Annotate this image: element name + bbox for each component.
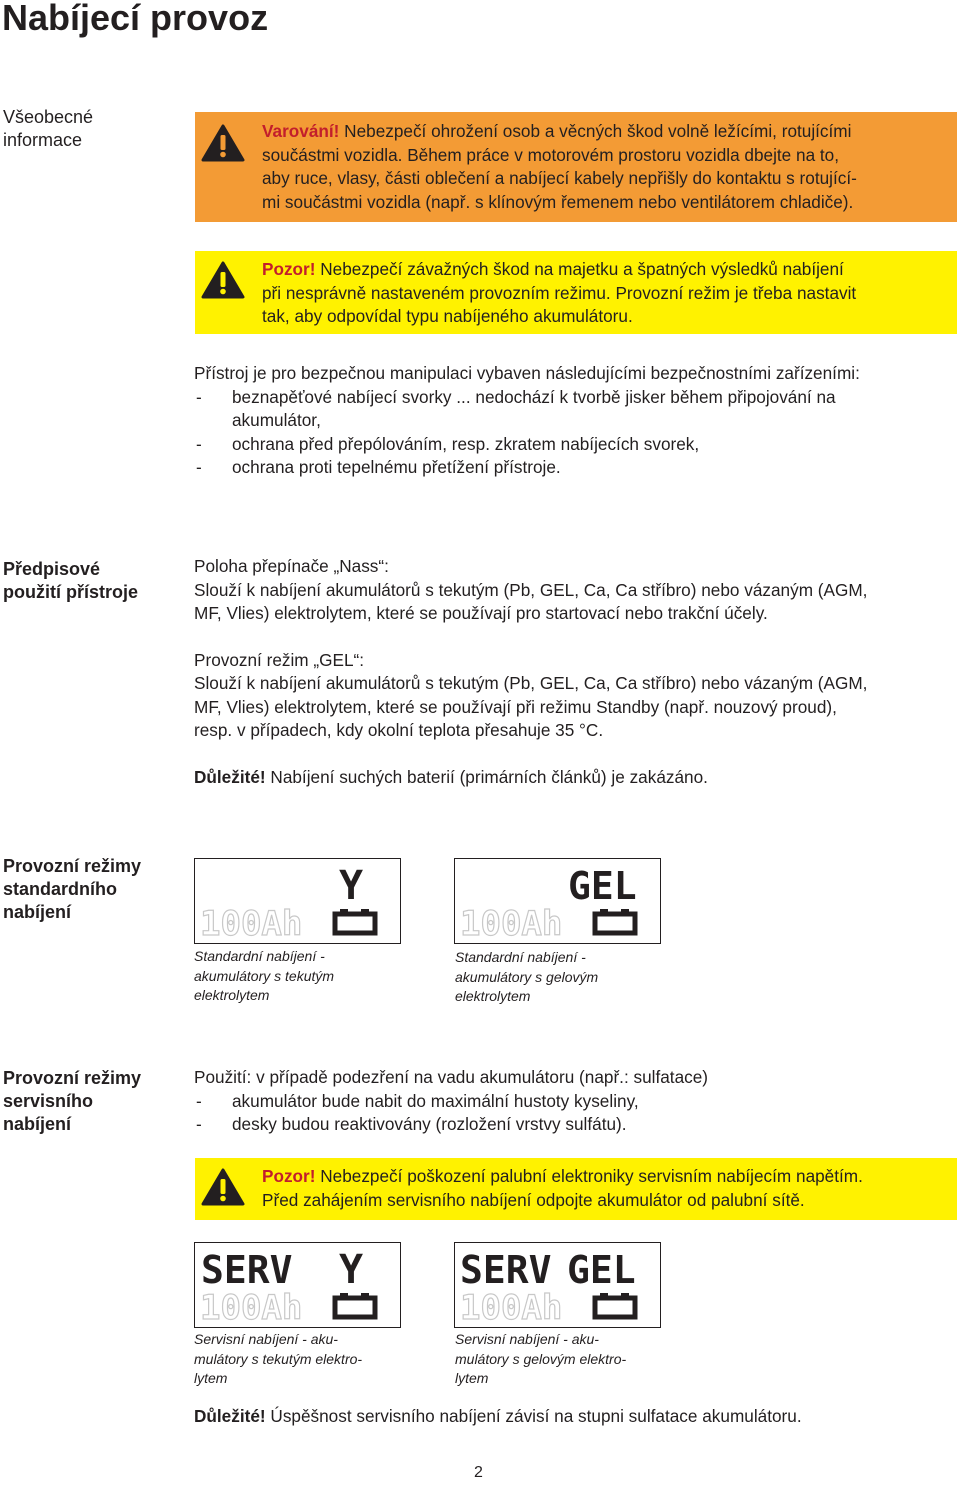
lcd-caption bbox=[194, 1330, 362, 1389]
caption-line: Servisní nabíjení - aku- bbox=[194, 1331, 338, 1347]
lcd-capacity-text: 100Ah bbox=[460, 1288, 563, 1327]
battery-icon bbox=[335, 909, 375, 933]
service-use-title: Použití: v případě podezření na vadu akumulátoru (např.: sulfatace) bbox=[194, 1067, 709, 1087]
caption-line: Standardní nabíjení - bbox=[455, 949, 586, 965]
section-label-service-modes bbox=[3, 1067, 141, 1136]
important-bold: Důležité! bbox=[194, 766, 266, 787]
lcd-mode-text: Y bbox=[339, 1247, 364, 1293]
lcd-caption bbox=[455, 948, 598, 1007]
caption-line: Servisní nabíjení - aku- bbox=[455, 1331, 599, 1347]
warning-text bbox=[262, 120, 952, 214]
important-text: Úspěšnost servisního nabíjení závisí na stupni sulfatace akumulátoru. bbox=[265, 1406, 802, 1426]
lcd-capacity-text: 100Ah bbox=[460, 904, 563, 943]
lcd-display-standard-liquid bbox=[194, 858, 401, 944]
section-label-intended-use bbox=[3, 558, 138, 604]
lcd-display-standard-gel bbox=[454, 858, 661, 944]
lcd-display-service-gel bbox=[454, 1242, 661, 1328]
list-item-line: - desky budou reaktivovány (rozložení vrstvy sulfátu). bbox=[232, 1114, 627, 1134]
safety-intro: Přístroj je pro bezpečnou manipulaci vybaven následujícími bezpečnostními zařízeními: bbox=[194, 363, 860, 383]
caption-line: mulátory s gelovým elektro- bbox=[455, 1350, 627, 1367]
gel-title: Provozní režim „GEL“: bbox=[194, 649, 365, 670]
gel-line: Slouží k nabíjení akumulátorů s tekutým (Pb, GEL, Ca, Ca stříbro) nebo vázaným (AGM, bbox=[194, 673, 868, 693]
caution-bold: Pozor! bbox=[262, 259, 316, 279]
lcd-capacity-text: 100Ah bbox=[200, 1288, 303, 1327]
list-item bbox=[194, 386, 959, 433]
safety-devices bbox=[194, 362, 959, 480]
list-item bbox=[194, 456, 959, 480]
service-use-text bbox=[194, 1066, 959, 1137]
nass-title: Poloha přepínače „Nass“: bbox=[194, 556, 389, 576]
section-label-general bbox=[3, 106, 93, 152]
caution-line: při nesprávně nastaveném provozním režimu. Provozní režim je třeba nastavit bbox=[262, 282, 857, 303]
safety-list bbox=[194, 386, 959, 480]
lcd-mode-text: GEL bbox=[567, 1248, 636, 1292]
warning-triangle-icon bbox=[201, 261, 245, 299]
caption-line: Standardní nabíjení - bbox=[194, 948, 325, 964]
battery-icon bbox=[335, 1293, 375, 1317]
nass-line: Slouží k nabíjení akumulátorů s tekutým (Pb, GEL, Ca, Ca stříbro) nebo vázaným (AGM, bbox=[194, 579, 868, 600]
caution-line: tak, aby odpovídal typu nabíjeného akumulátoru. bbox=[262, 306, 633, 326]
list-item-line: - beznapěťové nabíjecí svorky ... nedochází k tvorbě jisker během připojování na bbox=[232, 386, 836, 407]
warning-box bbox=[195, 112, 957, 222]
caption-line: elektrolytem bbox=[194, 987, 270, 1003]
warning-triangle-icon bbox=[201, 1168, 245, 1206]
lcd-display-service-liquid bbox=[194, 1242, 401, 1328]
list-item bbox=[194, 1090, 959, 1114]
section-label-line: nabíjení bbox=[3, 902, 72, 922]
list-item bbox=[194, 1113, 959, 1137]
warning-bold: Varování! bbox=[262, 121, 340, 141]
caption-line: akumulátory s tekutým bbox=[194, 967, 335, 984]
warning-line: aby ruce, vlasy, části oblečení a nabíjecí kabely nepřišly do kontaktu s rotující- bbox=[262, 168, 857, 188]
lcd-graphic bbox=[455, 859, 660, 943]
lcd-graphic bbox=[455, 1243, 660, 1327]
section-label-line: standardního bbox=[3, 879, 118, 899]
caution-bold: Pozor! bbox=[262, 1166, 316, 1186]
warning-line: mi součástmi vozidla (např. s klínovým řemenem nebo ventilátorem chladiče). bbox=[262, 191, 854, 212]
warning-line: součástmi vozidla. Během práce v motorovém prostoru vozidla dbejte na to, bbox=[262, 144, 840, 165]
lcd-serv-text: SERV bbox=[460, 1248, 552, 1292]
list-item-line: - ochrana proti tepelnému přetížení přístroje. bbox=[232, 457, 561, 477]
gel-line: resp. v případech, kdy okolní teplota přesahuje 35 °C. bbox=[194, 720, 604, 740]
caution-line: Nebezpečí závažných škod na majetku a špatných výsledků nabíjení bbox=[315, 259, 844, 279]
section-label-line: Předpisové bbox=[3, 559, 101, 579]
caution-line: Nebezpečí poškození palubní elektroniky servisním nabíjecím napětím. bbox=[315, 1166, 863, 1186]
important-text: Nabíjení suchých baterií (primárních článků) je zakázáno. bbox=[265, 766, 708, 787]
section-label-line: Všeobecné bbox=[3, 107, 94, 127]
intended-use-text bbox=[194, 555, 959, 789]
nass-line: MF, Vlies) elektrolytem, které se používají pro startovací nebo trakční účely. bbox=[194, 603, 768, 623]
section-label-line: Provozní režimy bbox=[3, 1068, 142, 1088]
important-note bbox=[194, 766, 959, 790]
warning-triangle-icon bbox=[201, 124, 245, 162]
battery-icon bbox=[595, 909, 635, 933]
caution-box bbox=[195, 251, 957, 334]
service-important-note bbox=[194, 1405, 959, 1429]
lcd-mode-text: GEL bbox=[568, 864, 637, 908]
lcd-serv-text: SERV bbox=[201, 1248, 293, 1292]
lcd-caption bbox=[455, 1330, 626, 1389]
caption-line: elektrolytem bbox=[455, 988, 531, 1004]
list-item bbox=[194, 433, 959, 457]
section-label-line: použití přístroje bbox=[3, 582, 138, 602]
list-item-line: - ochrana před přepólováním, resp. zkratem nabíjecích svorek, bbox=[232, 433, 700, 454]
caution-box-service bbox=[195, 1158, 957, 1220]
section-label-line: servisního bbox=[3, 1091, 94, 1111]
lcd-graphic bbox=[195, 859, 400, 943]
page-title: Nabíjecí provoz bbox=[2, 0, 269, 38]
section-label-line: Provozní režimy bbox=[3, 856, 142, 876]
caution-line: Před zahájením servisního nabíjení odpojte akumulátor od palubní sítě. bbox=[262, 1189, 805, 1210]
lcd-capacity-text: 100Ah bbox=[200, 904, 303, 943]
lcd-graphic bbox=[195, 1243, 400, 1327]
caution-text bbox=[262, 1165, 952, 1212]
battery-icon bbox=[595, 1293, 635, 1317]
caption-line: akumulátory s gelovým bbox=[455, 968, 599, 985]
gel-line: MF, Vlies) elektrolytem, které se používají při režimu Standby (např. nouzový proud), bbox=[194, 696, 837, 717]
caption-line: lytem bbox=[194, 1370, 228, 1386]
important-bold: Důležité! bbox=[194, 1406, 266, 1426]
section-label-line: informace bbox=[3, 130, 83, 150]
service-list bbox=[194, 1090, 959, 1137]
lcd-caption bbox=[194, 947, 334, 1006]
section-label-standard-modes bbox=[3, 855, 141, 924]
caution-text bbox=[262, 258, 952, 329]
section-label-line: nabíjení bbox=[3, 1114, 72, 1134]
list-item-line: akumulátor, bbox=[232, 410, 321, 430]
page-number: 2 bbox=[474, 1464, 483, 1481]
caption-line: lytem bbox=[455, 1370, 489, 1386]
lcd-mode-text: Y bbox=[339, 863, 364, 909]
caption-line: mulátory s tekutým elektro- bbox=[194, 1350, 363, 1367]
warning-line: Nebezpečí ohrožení osob a věcných škod volně ležícími, rotujícími bbox=[339, 121, 852, 141]
list-item-line: - akumulátor bude nabit do maximální hustoty kyseliny, bbox=[232, 1090, 639, 1111]
